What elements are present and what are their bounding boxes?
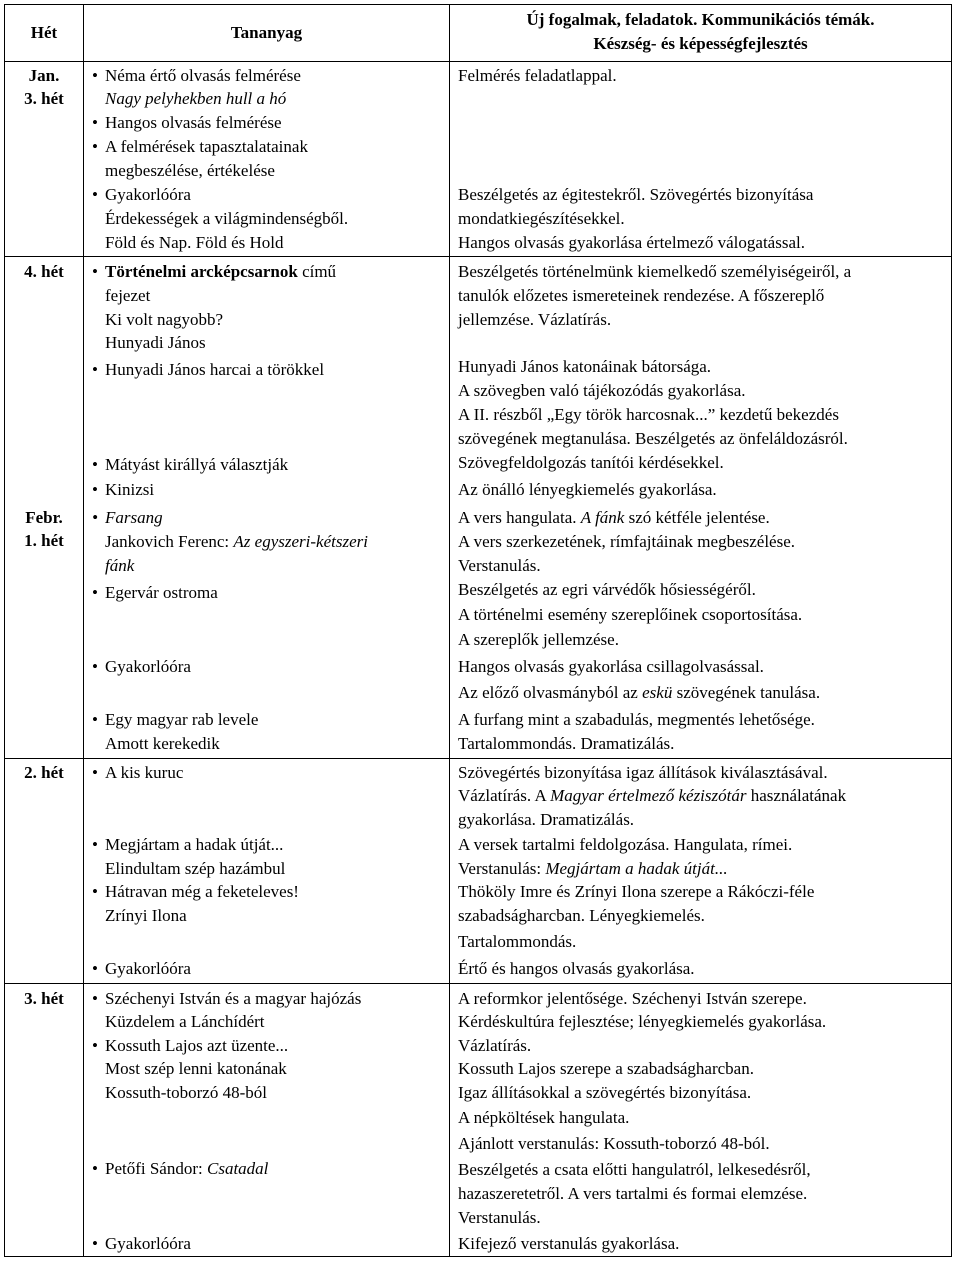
skills-text: szövegének tanulása. <box>672 683 821 702</box>
skills-line: Szövegértés bizonyítása igaz állítások kiválasztásával. <box>458 763 828 782</box>
header-week: Hét <box>30 23 58 42</box>
material-item-title: Csatadal <box>207 1159 269 1178</box>
material-item: • Mátyást királlyá választják <box>105 455 288 475</box>
material-item: • Gyakorlóóra <box>105 657 191 677</box>
skills-line: mondatkiegészítésekkel. <box>458 209 625 228</box>
material-item <box>105 262 336 282</box>
skills-line: Értő és hangos olvasás gyakorlása. <box>458 959 695 978</box>
skills-line: Beszélgetés az égitestekről. Szövegértés bizonyítása <box>458 185 814 204</box>
skills-line <box>458 786 846 806</box>
skills-line: Verstanulás. <box>458 556 541 575</box>
skills-text: szó kétféle jelentése. <box>624 508 770 527</box>
week-label: 3. hét <box>24 989 64 1008</box>
skills-line: Az önálló lényegkiemelés gyakorlása. <box>458 480 717 499</box>
skills-line: Ajánlott verstanulás: Kossuth-toborzó 48-ból. <box>458 1134 770 1153</box>
skills-text: A vers hangulata. <box>458 508 581 527</box>
material-item: Érdekességek a világmindenségből. <box>105 209 349 228</box>
skills-line: A II. részből „Egy török harcosnak...” kezdetű bekezdés <box>458 405 839 424</box>
material-item: • Néma értő olvasás felmérése <box>105 66 301 86</box>
material-item: • Kinizsi <box>105 480 154 500</box>
skills-line: szövegének megtanulása. Beszélgetés az önfeláldozásról. <box>458 429 848 448</box>
material-item: fejezet <box>105 286 151 305</box>
material-item: megbeszélése, értékelése <box>105 161 275 180</box>
week-label: 2. hét <box>24 763 64 782</box>
material-item: • A felmérések tapasztalatainak <box>105 137 308 157</box>
skills-line: A történelmi esemény szereplőinek csoportosítása. <box>458 605 803 624</box>
material-item: Most szép lenni katonának <box>105 1059 287 1078</box>
skills-line: jellemzése. Vázlatírás. <box>458 310 612 329</box>
week-label: Jan. <box>28 66 60 85</box>
material-item: Nagy pelyhekben hull a hó <box>105 89 287 108</box>
material-item: Zrínyi Ilona <box>105 906 187 925</box>
skills-line: szabadságharcban. Lényegkiemelés. <box>458 906 705 925</box>
material-item <box>105 532 368 552</box>
material-item: • Megjártam a hadak útját... <box>105 835 283 855</box>
skills-line: Kossuth Lajos szerepe a szabadságharcban. <box>458 1059 754 1078</box>
material-item: Hunyadi János <box>105 333 206 352</box>
skills-term: Magyar értelmező kéziszótár <box>550 786 747 805</box>
skills-line: Tartalommondás. <box>458 932 577 951</box>
skills-line: Beszélgetés a csata előtti hangulatról, lelkesedésről, <box>458 1160 811 1179</box>
table-border-right <box>951 4 952 1257</box>
material-item-author: Petőfi Sándor: <box>105 1159 207 1178</box>
skills-line: Kérdéskultúra fejlesztése; lényegkiemelés gyakorlása. <box>458 1012 827 1031</box>
skills-line: A vers szerkezetének, rímfajtáinak megbeszélése. <box>458 532 796 551</box>
skills-term: A fánk <box>580 508 625 527</box>
row-divider <box>4 983 952 984</box>
skills-line <box>458 508 770 528</box>
week-label: 1. hét <box>24 531 64 550</box>
week-label: 4. hét <box>24 262 64 281</box>
skills-line: Thököly Imre és Zrínyi Ilona szerepe a Rákóczi-féle <box>458 882 815 901</box>
skills-line: Vázlatírás. <box>458 1036 532 1055</box>
skills-line: Beszélgetés történelmünk kiemelkedő személyiségeiről, a <box>458 262 852 281</box>
skills-line: tanulók előzetes ismereteinek rendezése. A főszereplő <box>458 286 825 305</box>
skills-line: Kifejező verstanulás gyakorlása. <box>458 1234 680 1253</box>
material-item: • Egy magyar rab levele <box>105 710 258 730</box>
skills-term: Megjártam a hadak útját... <box>545 859 728 878</box>
header-skills-line1: Új fogalmak, feladatok. Kommunikációs témák. <box>526 10 875 29</box>
skills-text: használatának <box>746 786 847 805</box>
skills-line: Igaz állításokkal a szövegértés bizonyítása. <box>458 1083 752 1102</box>
skills-line: Szövegfeldolgozás tanítói kérdésekkel. <box>458 453 724 472</box>
material-item-suffix: című <box>297 262 337 281</box>
material-item: • Hangos olvasás felmérése <box>105 113 282 133</box>
material-item: • A kis kuruc <box>105 763 183 783</box>
table-border-bottom <box>4 1256 952 1257</box>
skills-line: gyakorlása. Dramatizálás. <box>458 810 635 829</box>
material-item: Amott kerekedik <box>105 734 220 753</box>
column-divider <box>83 4 84 1257</box>
skills-line: A furfang mint a szabadulás, megmentés lehetősége. <box>458 710 815 729</box>
skills-line: A szövegben való tájékozódás gyakorlása. <box>458 381 746 400</box>
skills-text: Vázlatírás. A <box>458 786 551 805</box>
material-item: • Széchenyi István és a magyar hajózás <box>105 989 361 1009</box>
skills-line: A versek tartalmi feldolgozása. Hangulata, rímei. <box>458 835 793 854</box>
skills-line: A reformkor jelentősége. Széchenyi István szerepe. <box>458 989 807 1008</box>
skills-line: Hangos olvasás gyakorlása csillagolvasással. <box>458 657 764 676</box>
material-item-author: Jankovich Ferenc: <box>105 532 234 551</box>
material-item: • Gyakorlóóra <box>105 959 191 979</box>
material-item <box>105 1159 268 1179</box>
skills-line: Hunyadi János katonáinak bátorsága. <box>458 357 712 376</box>
skills-line: A szereplők jellemzése. <box>458 630 619 649</box>
skills-term: eskü <box>642 683 673 702</box>
material-item: Ki volt nagyobb? <box>105 310 224 329</box>
skills-line: Felmérés feladatlappal. <box>458 66 617 85</box>
week-label: Febr. <box>25 508 63 527</box>
row-divider <box>4 256 952 257</box>
header-material: Tananyag <box>230 23 303 42</box>
skills-line <box>458 859 728 879</box>
skills-line: Tartalommondás. Dramatizálás. <box>458 734 675 753</box>
material-item: • Kossuth Lajos azt üzente... <box>105 1036 288 1056</box>
material-item: fánk <box>105 556 135 575</box>
skills-text: Az előző olvasmányból az <box>458 683 643 702</box>
skills-line: Beszélgetés az egri várvédők hősiességéről. <box>458 580 756 599</box>
row-divider <box>4 758 952 759</box>
material-item: • Egervár ostroma <box>105 583 218 603</box>
skills-line: Verstanulás. <box>458 1208 541 1227</box>
table-border-left <box>4 4 5 1257</box>
skills-text: Verstanulás: <box>458 859 546 878</box>
material-item: • Gyakorlóóra <box>105 185 191 205</box>
header-divider <box>4 61 952 62</box>
week-label: 3. hét <box>24 89 64 108</box>
material-item-title: Történelmi arcképcsarnok <box>105 262 298 281</box>
material-item: • Hátravan még a feketeleves! <box>105 882 299 902</box>
material-item-title: Az egyszeri-kétszeri <box>233 532 368 551</box>
material-item: • Hunyadi János harcai a törökkel <box>105 360 324 380</box>
skills-line: Hangos olvasás gyakorlása értelmező válogatással. <box>458 233 805 252</box>
material-item: Elindultam szép hazámbul <box>105 859 286 878</box>
skills-line: A népköltések hangulata. <box>458 1108 630 1127</box>
header-skills-line2: Készség- és képességfejlesztés <box>593 34 808 53</box>
column-divider <box>449 4 450 1257</box>
material-item: Kossuth-toborzó 48-ból <box>105 1083 267 1102</box>
skills-line <box>458 683 820 703</box>
material-item: Föld és Nap. Föld és Hold <box>105 233 284 252</box>
material-item: • Gyakorlóóra <box>105 1234 191 1254</box>
material-item: Küzdelem a Lánchídért <box>105 1012 265 1031</box>
material-item: • Farsang <box>105 508 163 528</box>
skills-line: hazaszeretetről. A vers tartalmi és formai elemzése. <box>458 1184 808 1203</box>
table-border-top <box>4 4 952 5</box>
